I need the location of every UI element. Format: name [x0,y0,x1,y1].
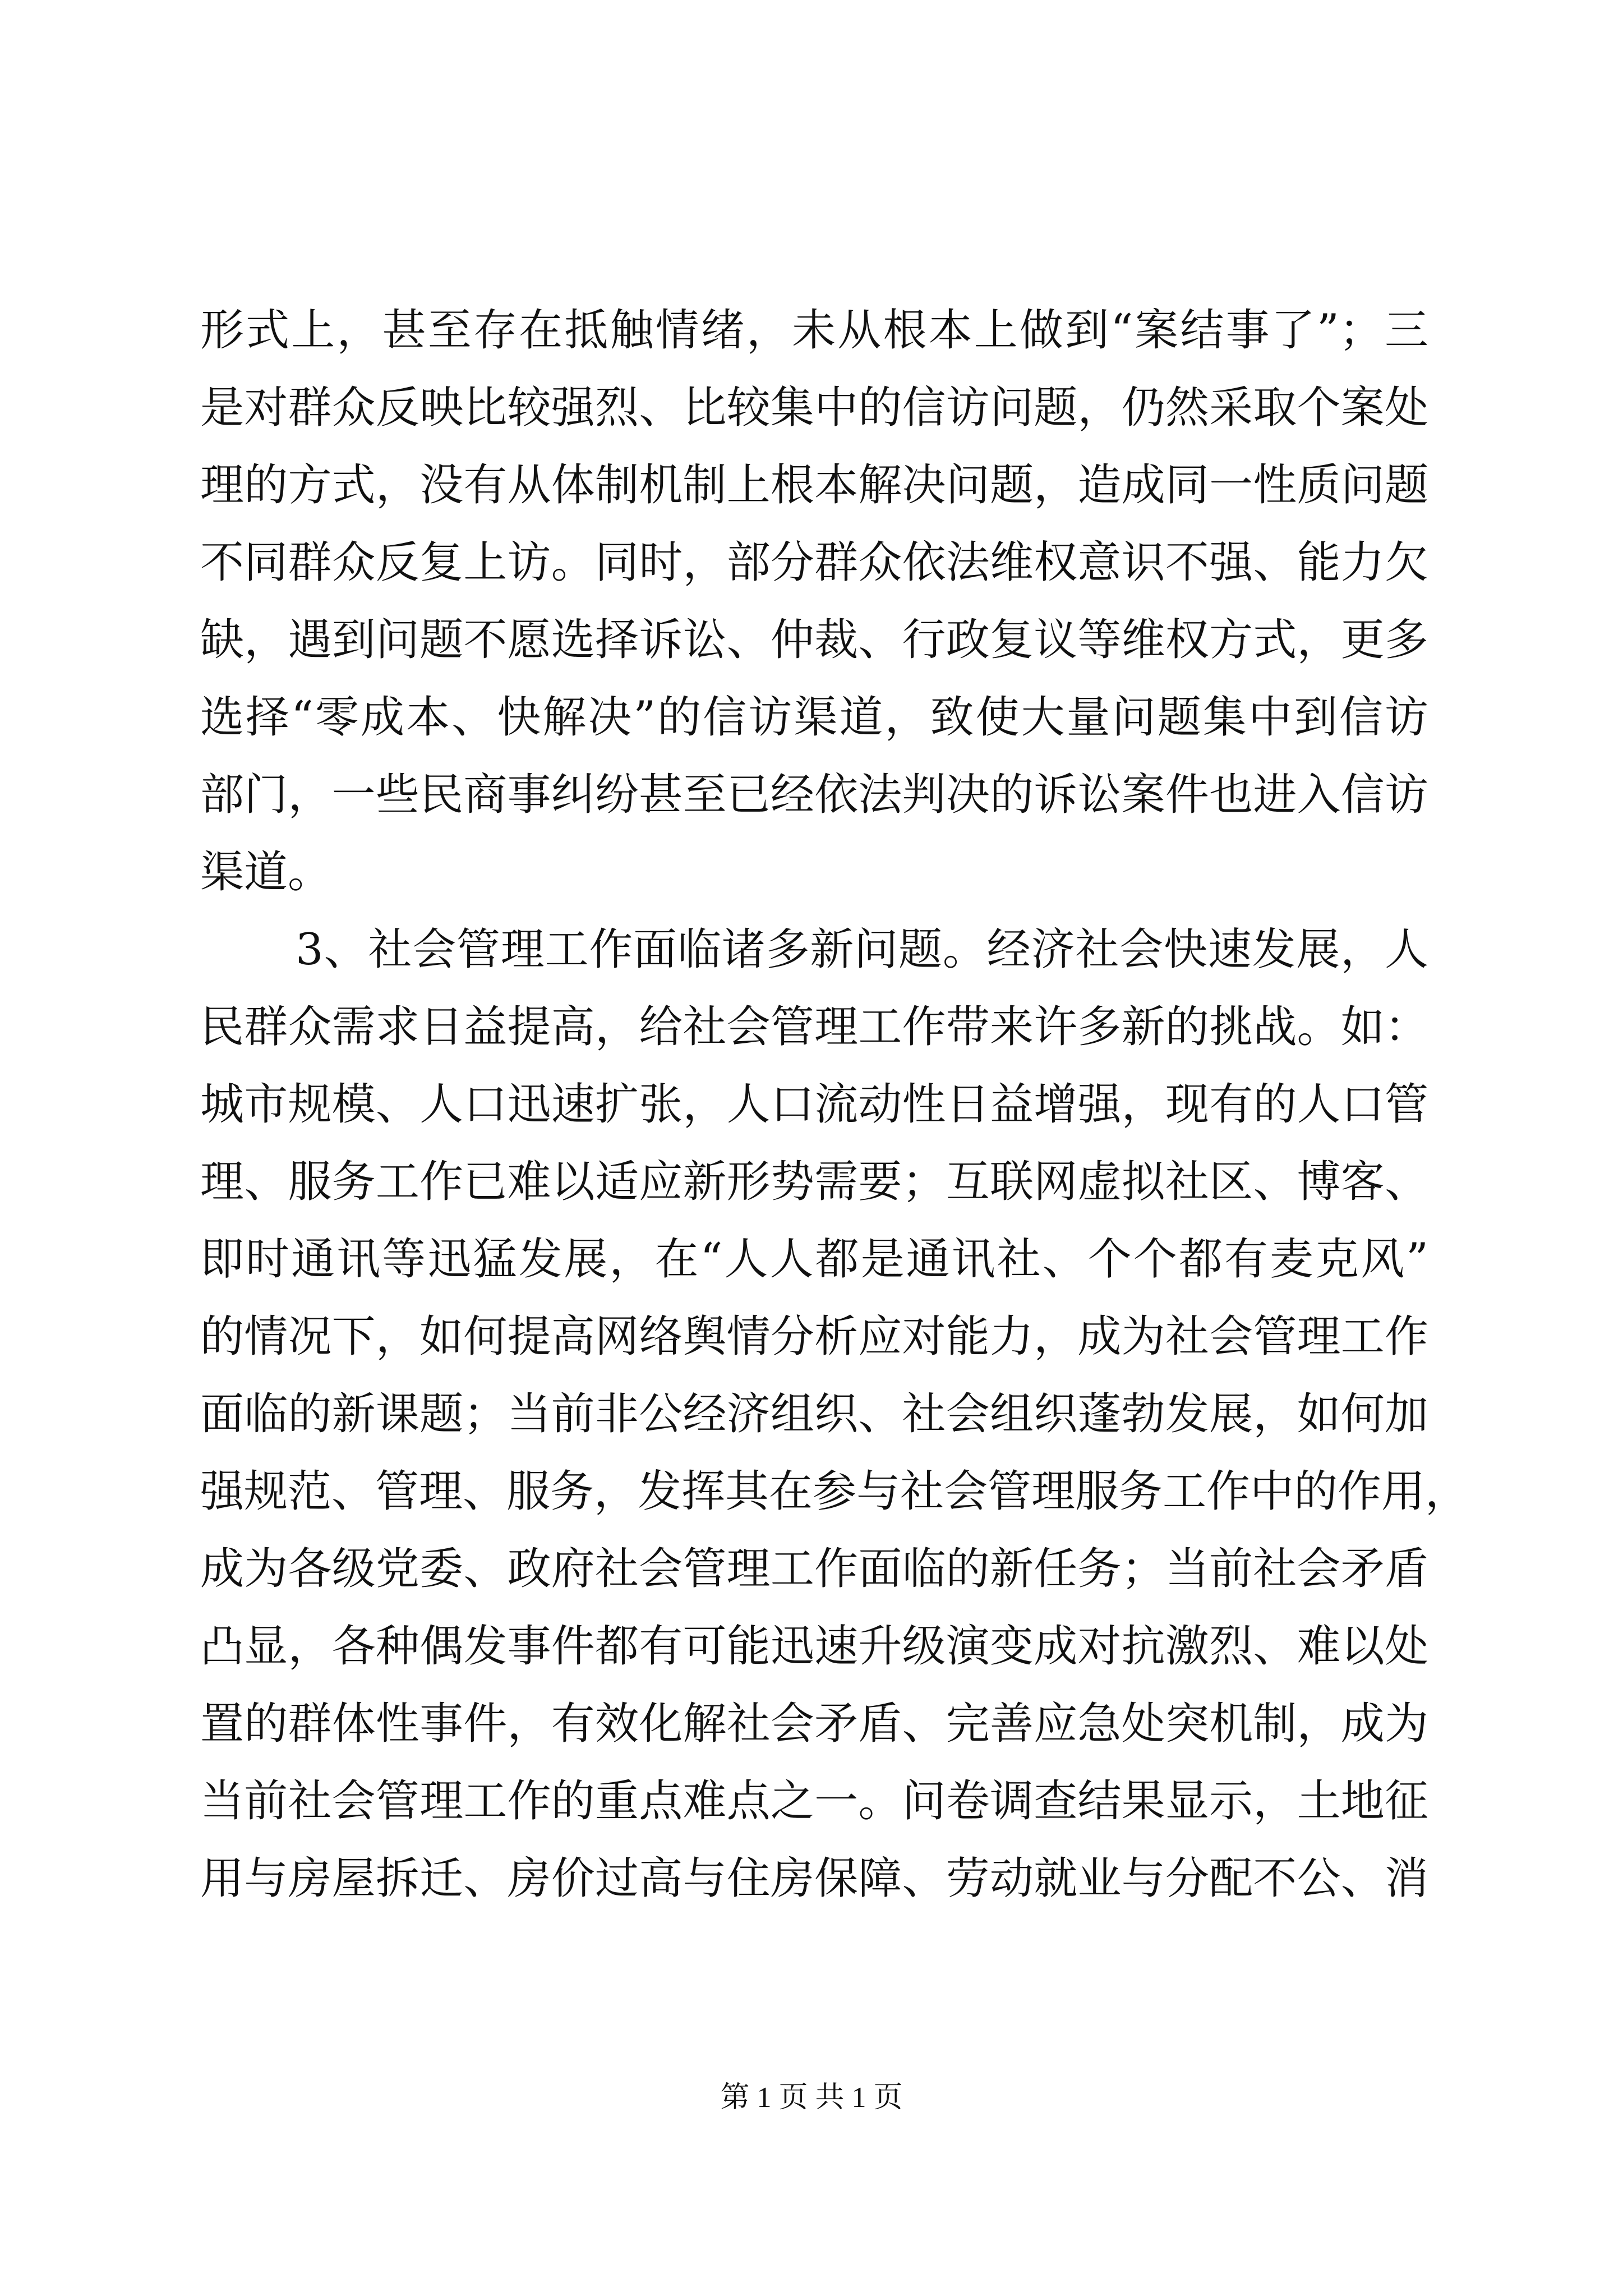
text-line: 选择“零成本、快解决”的信访渠道，致使大量问题集中到信访 [200,692,1428,743]
text-line: 面临的新课题；当前非公经济组织、社会组织蓬勃发展，如何加 [200,1389,1428,1439]
paragraph-start-line: 3、社会管理工作面临诸多新问题。经济社会快速发展，人 [296,924,1428,975]
text-line: 理的方式，没有从体制机制上根本解决问题，造成同一性质问题 [200,460,1428,510]
text-line: 强规范、管理、服务，发挥其在参与社会管理服务工作中的作用， [200,1466,1469,1517]
text-line: 理、服务工作已难以适应新形势需要；互联网虚拟社区、博客、 [200,1157,1428,1207]
text-line: 成为各级党委、政府社会管理工作面临的新任务；当前社会矛盾 [200,1544,1428,1594]
text-line: 城市规模、人口迅速扩张，人口流动性日益增强，现有的人口管 [200,1079,1428,1130]
text-line: 用与房屋拆迁、房价过高与住房保障、劳动就业与分配不公、消 [200,1853,1428,1904]
text-line: 是对群众反映比较强烈、比较集中的信访问题，仍然采取个案处 [200,383,1428,433]
text-line: 形式上，甚至存在抵触情绪，未从根本上做到“案结事了”；三 [200,305,1428,356]
text-line: 即时通讯等迅猛发展，在“人人都是通讯社、个个都有麦克风” [200,1234,1428,1285]
text-line: 凸显，各种偶发事件都有可能迅速升级演变成对抗激烈、难以处 [200,1621,1428,1672]
text-line: 缺，遇到问题不愿选择诉讼、仲裁、行政复议等维权方式，更多 [200,615,1428,665]
text-line: 不同群众反复上访。同时，部分群众依法维权意识不强、能力欠 [200,537,1428,588]
text-line: 当前社会管理工作的重点难点之一。问卷调查结果显示，土地征 [200,1776,1428,1826]
text-line: 民群众需求日益提高，给社会管理工作带来许多新的挑战。如： [200,1002,1428,1052]
text-line: 的情况下，如何提高网络舆情分析应对能力，成为社会管理工作 [200,1312,1428,1362]
page-number-footer: 第 1 页 共 1 页 [720,2082,903,2114]
body-text [200,292,1469,1917]
text-line: 置的群体性事件，有效化解社会矛盾、完善应急处突机制，成为 [200,1699,1428,1749]
text-line: 渠道。 [200,847,332,898]
text-line: 部门，一些民商事纠纷甚至已经依法判决的诉讼案件也进入信访 [200,770,1428,820]
